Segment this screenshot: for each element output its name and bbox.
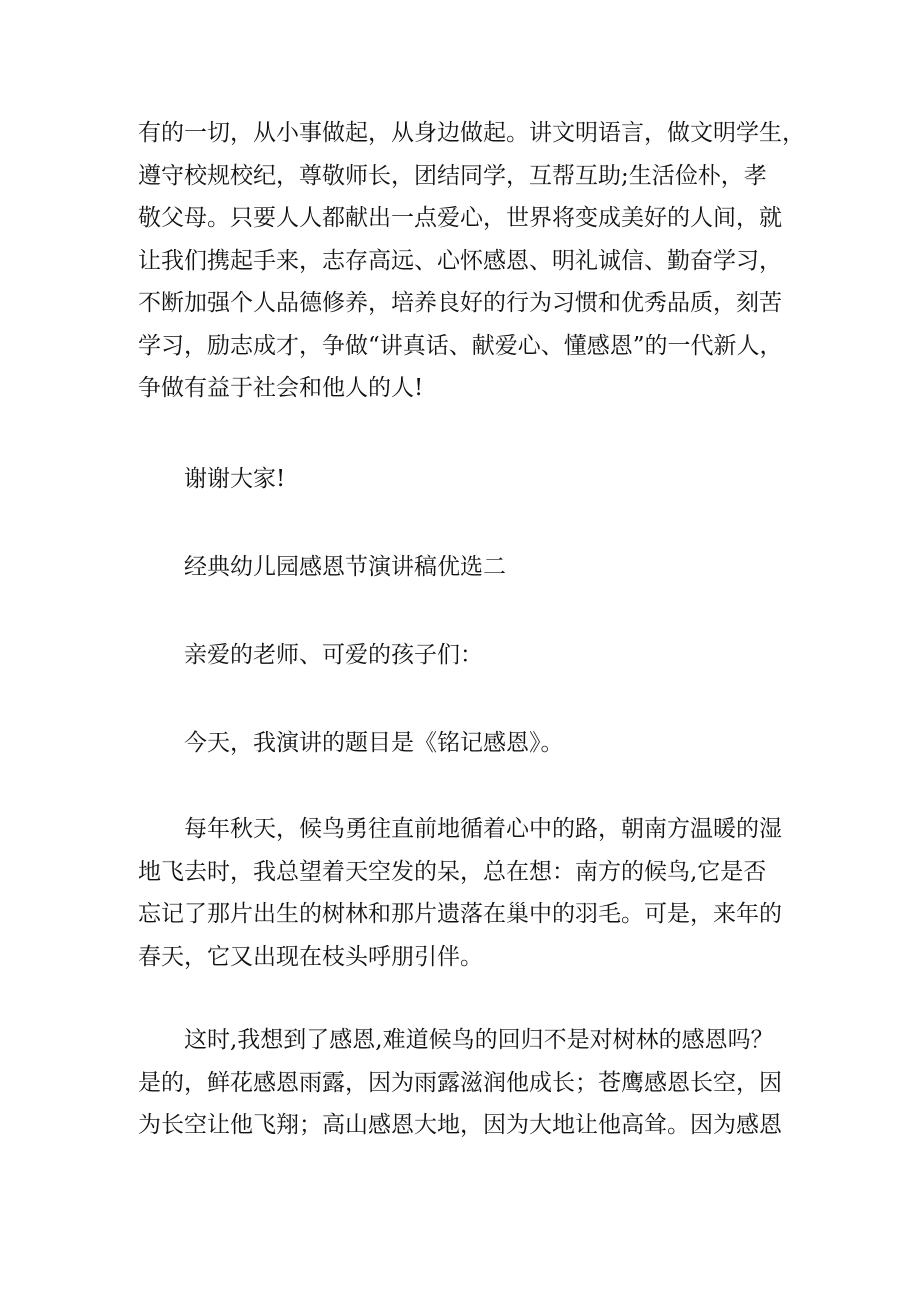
text-line: 春天，它又出现在枝头呼朋引伴。	[138, 943, 483, 970]
text-line: 不断加强个人品德修养，培养良好的行为习惯和优秀品质，刻苦	[138, 290, 782, 316]
text-line: 有的一切，从小事做起，从身边做起。讲文明语言，做文明学生，	[138, 120, 805, 146]
text-line: 是的，鲜花感恩雨露，因为雨露滋润他成长；苍鹰感恩长空，因	[138, 1069, 782, 1096]
text-line: 遵守校规校纪，尊敬师长，团结同学，互帮互助;生活俭朴，孝	[138, 162, 767, 189]
paragraph-salutation	[138, 634, 798, 677]
paragraph-topic	[138, 722, 798, 765]
text-line: 争做有益于社会和他人的人!	[138, 375, 424, 401]
text-line: 让我们携起手来，志存高远、心怀感恩、明礼诚信、勤奋学习，	[138, 247, 782, 274]
text-line: 为长空让他飞翔；高山感恩大地，因为大地让他高耸。因为感恩	[138, 1112, 782, 1138]
text-line: 这时,我想到了感恩,难道候鸟的回归不是对树林的感恩吗？	[184, 1027, 774, 1053]
text-line: 地飞去时，我总望着天空发的呆，总在想：南方的候鸟,它是否	[138, 858, 767, 885]
paragraph-closing-call	[138, 112, 805, 410]
text-line: 敬父母。只要人人都献出一点爱心，世界将变成美好的人间，就	[138, 205, 782, 231]
paragraph-gratitude	[138, 1019, 798, 1147]
paragraph-thanks	[138, 458, 798, 501]
text-line: 忘记了那片出生的树林和那片遗落在巢中的羽毛。可是，来年的	[138, 901, 782, 927]
text-line: 谢谢大家!	[184, 466, 286, 492]
heading-line: 经典幼儿园感恩节演讲稿优选二	[184, 554, 506, 580]
section-heading	[138, 546, 798, 589]
paragraph-migratory-birds	[138, 808, 798, 978]
text-line: 亲爱的老师、可爱的孩子们：	[184, 642, 483, 668]
text-line: 学习，励志成才，争做“讲真话、献爱心、懂感恩”的一代新人，	[138, 332, 783, 359]
text-line: 每年秋天，候鸟勇往直前地循着心中的路，朝南方温暖的湿	[184, 816, 782, 842]
text-line: 今天，我演讲的题目是《铭记感恩》。	[184, 730, 564, 756]
